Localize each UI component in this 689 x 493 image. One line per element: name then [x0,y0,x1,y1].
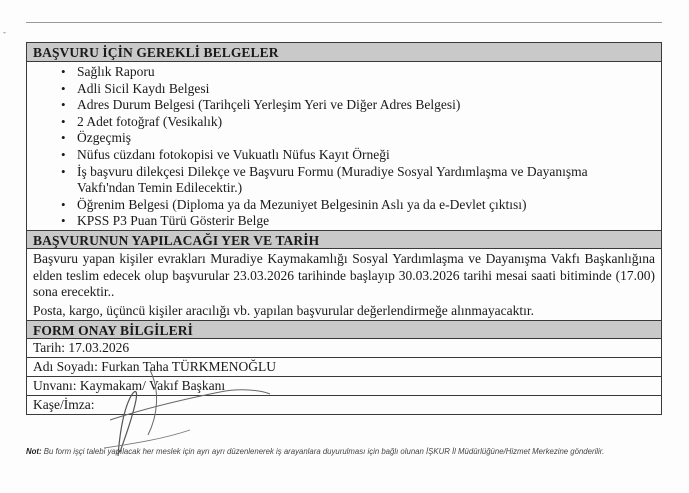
list-item: • Sağlık Raporu [77,64,661,81]
requirements-list [27,62,661,230]
list-item: • Adli Sicil Kaydı Belgesi [77,81,661,98]
form-table [26,42,662,415]
approval-name: Adı Soyadı: Furkan Taha TÜRKMENOĞLU [27,358,661,377]
approval-heading: FORM ONAY BİLGİLERİ [27,320,661,339]
approval-date: Tarih: 17.03.2026 [27,339,661,358]
approval-signature: Kaşe/İmza: [33,397,95,413]
application-paragraph: Başvuru yapan kişiler evrakları Muradiye Kaymakamlığı Sosyal Yardımlaşma ve Dayanışma Vakfı Başkanlığına elden teslim edecek olup başvurular 23.03.2026 tarihinde başlayıp 30.03.2026 tarihi mesai saati bitiminde (17.00) sona erecektir.. [33,250,655,300]
note-text: Bu form işçi talebi yapılacak her meslek için ayrı ayrı düzenlenerek iş arayanlara duyurulması için bağlı olunan İŞKUR İl Müdürlüğüne/Hizmet Merkezine gönderilir. [43,447,605,456]
list-item: • Nüfus cüzdanı fotokopisi ve Vukuatlı Nüfus Kayıt Örneği [77,147,661,164]
list-item: • İş başvuru dilekçesi Dilekçe ve Başvuru Formu (Muradiye Sosyal Yardımlaşma ve Dayanışma Vakfı'ndan Temin Edilecektir.) [77,164,661,197]
list-item: • 2 Adet fotoğraf (Vesikalık) [77,114,661,131]
margin-mark: - [3,27,6,37]
application-note: Posta, kargo, üçüncü kişiler aracılığı vb. yapılan başvurular değerlendirmeğe alınmayacaktır. [33,302,534,318]
list-item: • Adres Durum Belgesi (Tarihçeli Yerleşim Yeri ve Diğer Adres Belgesi) [77,97,661,114]
application-heading: BAŞVURUNUN YAPILACAĞI YER VE TARİH [27,230,661,249]
list-item: • Özgeçmiş [77,130,661,147]
approval-title: Unvanı: Kaymakam/ Vakıf Başkanı [27,377,661,396]
top-rule [26,22,662,23]
requirements-heading: BAŞVURU İÇİN GEREKLİ BELGELER [27,43,661,62]
list-item: • KPSS P3 Puan Türü Gösterir Belge [77,213,661,230]
footer-note [26,446,676,458]
list-item: • Öğrenim Belgesi (Diploma ya da Mezuniyet Belgesinin Aslı ya da e-Devlet çıktısı) [77,197,661,214]
note-label: Not: [26,447,42,456]
